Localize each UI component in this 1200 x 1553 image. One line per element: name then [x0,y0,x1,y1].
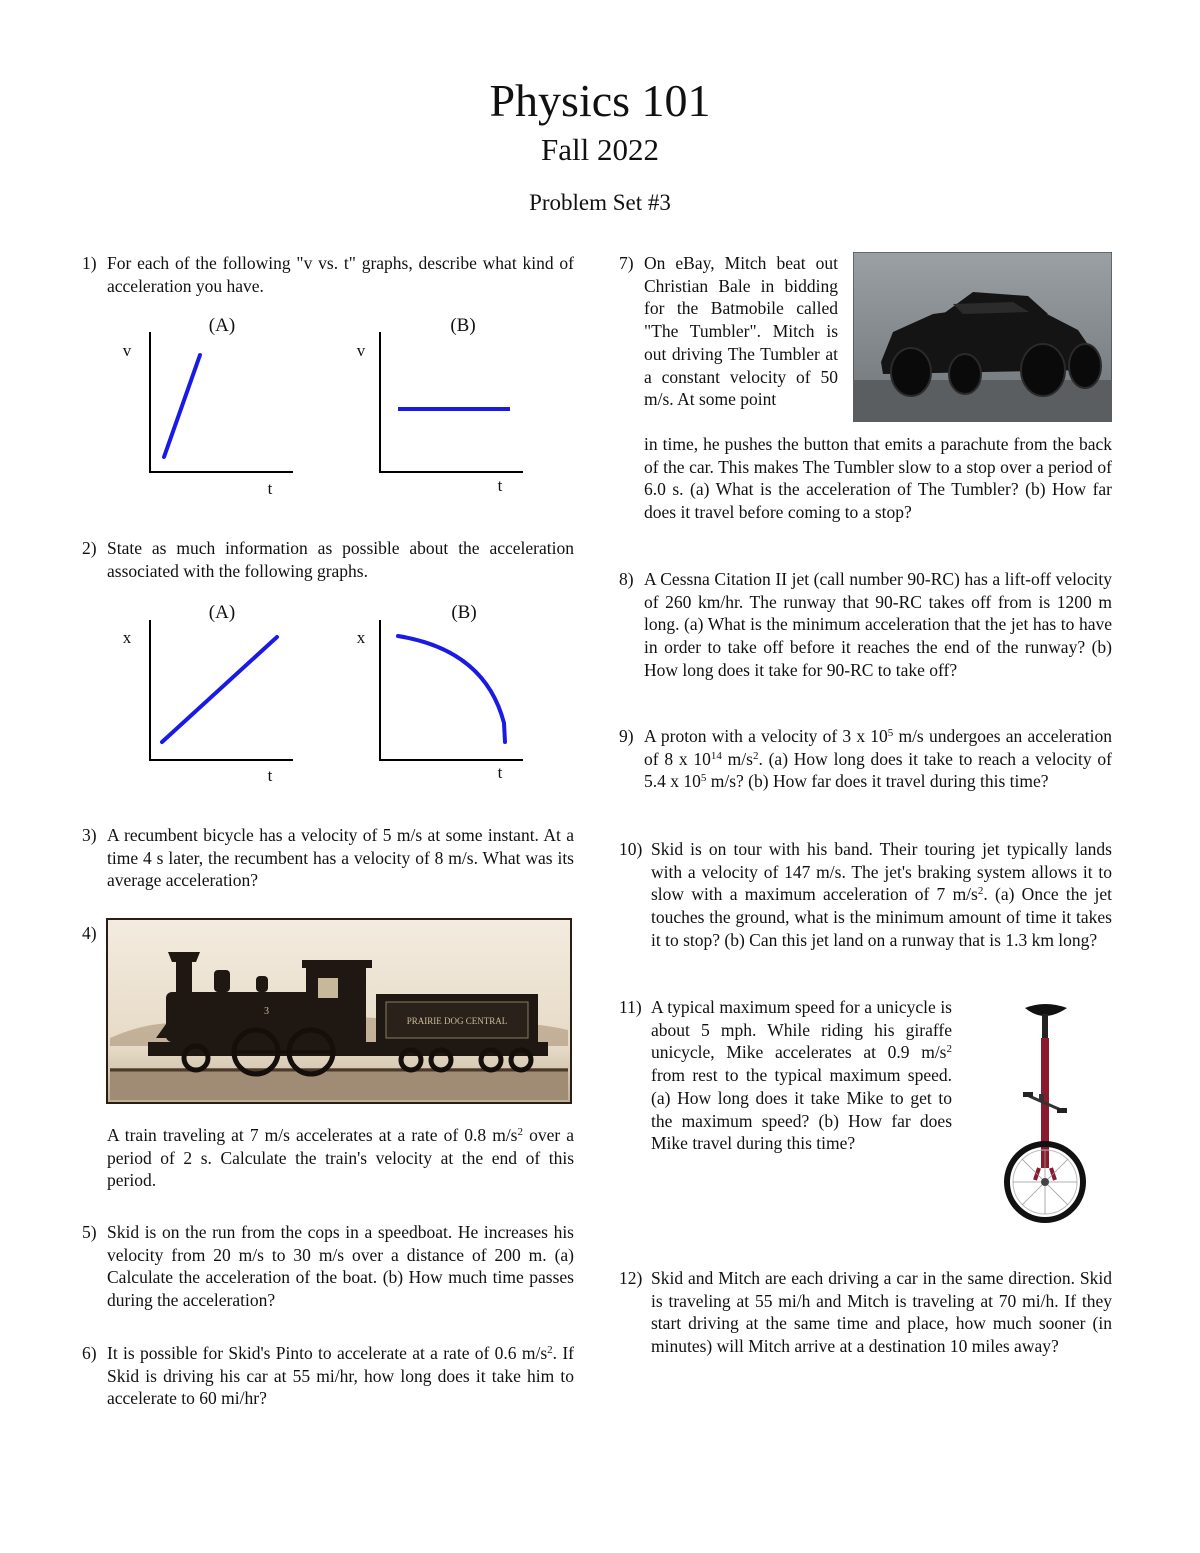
course-title: Physics 101 [489,75,711,126]
problem-text: m/s undergoes an acceleration of 8 x 10 [644,726,1112,769]
problem-text-cont: . (a) Once the jet touches the ground, what is the minimum amount of time it takes it to stop? (b) Can this jet land on a runway that is 1.3 km long? [651,884,1112,950]
problem-text-cont: over a period of 2 s. Calculate the train's velocity at the end of this period. [107,1125,574,1191]
problem-number: 9) [619,726,634,746]
problem-text: A Cessna Citation II jet (call number 90-RC) has a lift-off velocity of 260 km/hr. The runway that 90-RC takes off from is 1200 m long. (a) What is the minimum acceleration that the jet has to have in order to take off before it reaches the end of the runway? (b) How long does it take for 90-RC to take off? [644,569,1112,680]
tumbler-photo [853,252,1112,422]
problem-text: Skid is on tour with his band. Their touring jet typically lands with a velocity of 147 m/s. The jet's braking system allows it to slow with a maximum acceleration of 7 m/s [651,839,1112,905]
superscript: 5 [887,727,894,739]
graph-line [162,637,277,742]
problem-text: . (a) How long does it take to reach a velocity of 5.4 x 10 [644,748,1113,792]
problem-3 [82,824,574,892]
graph-label: (B) [450,315,476,336]
problem-set-title: Problem Set #3 [529,190,671,215]
problem-number: 4) [82,923,97,943]
problem-text-cont: in time, he pushes the button that emits a parachute from the back of the car. This makes The Tumbler slow to a stop over a period of 6.0 s. (a) What is the acceleration of The Tumbler? (b) How far does it travel before coming to a stop? [644,434,1112,523]
problem-text-cont: . If Skid is driving his car at 55 mi/hr, how long does it take him to accelerate to 60 mi/hr? [107,1343,575,1409]
problem-number: 2) [82,538,97,558]
problem-6 [82,1342,574,1410]
problem-number: 8) [619,569,634,589]
problem-number: 12) [619,1268,643,1288]
y-axis-label: v [356,341,366,360]
unicycle-photo [995,998,1095,1228]
superscript: 2 [977,885,984,898]
graph-line [164,355,200,457]
position-graph-b [340,598,540,788]
problem-12 [619,1267,1112,1358]
superscript: 5 [700,772,707,785]
tender-lettering: PRAIRIE DOG CENTRAL [406,1016,508,1026]
x-axis-label: t [497,476,503,495]
problem-5 [82,1221,574,1312]
x-axis-label: t [267,766,273,785]
position-graph-a [110,598,310,788]
problem-number: 3) [82,825,97,845]
term-label: Fall 2022 [541,132,659,167]
graph-label: (B) [451,602,477,623]
superscript: 2 [547,1344,553,1356]
problem-2 [82,537,574,582]
locomotive-number: 3 [264,1006,269,1017]
problem-text: It is possible for Skid's Pinto to accelerate at a rate of 0.6 m/s [107,1343,548,1363]
problem-number: 1) [82,253,97,273]
graph-line [398,636,505,742]
problem-text: For each of the following "v vs. t" graphs, describe what kind of acceleration you have. [107,253,574,296]
problem-7 [619,252,838,411]
problem-text: On eBay, Mitch beat out Christian Bale in bidding for the Batmobile called "The Tumbler". Mitch is out driving The Tumbler at a constant velocity of 50 m/s. At some point [644,253,838,410]
problem-10 [619,838,1112,952]
velocity-graph-b [340,310,540,500]
graph-label: (A) [208,315,236,336]
problem-number: 7) [619,253,634,273]
problem-1 [82,252,574,297]
problem-number: 6) [82,1343,97,1363]
problem-number: 5) [82,1222,97,1242]
problem-text: State as much information as possible about the acceleration associated with the following graphs. [107,538,574,581]
y-axis-label: x [122,628,132,647]
y-axis-label: v [122,341,132,360]
problem-9 [619,725,1112,793]
x-axis-label: t [267,479,273,498]
problem-4-text [107,1124,574,1192]
problem-11 [619,996,952,1155]
problem-text-cont: from rest to the typical maximum speed. (a) How long does it take Mike to get to the maximum speed? (b) How far does Mike travel during this time? [651,1065,952,1154]
problem-7-continued [644,433,1112,524]
problem-text: Skid is on the run from the cops in a speedboat. He increases his velocity from 20 m/s to 30 m/s over a distance of 200 m. (a) Calculate the acceleration of the boat. (b) How much time passes during the acceleration? [107,1222,574,1311]
x-axis-label: t [497,763,503,782]
graph-label: (A) [208,602,236,623]
superscript: 2 [517,1126,523,1138]
problem-text: A train traveling at 7 m/s accelerates at a rate of 0.8 m/s [107,1125,518,1145]
problem-text: A recumbent bicycle has a velocity of 5 m/s at some instant. At a time 4 s later, the recumbent has a velocity of 8 m/s. What was its average acceleration? [107,825,574,891]
y-axis-label: x [356,628,366,647]
superscript: 14 [710,749,722,762]
velocity-graph-a [110,310,310,500]
problem-text: m/s [721,748,753,769]
train-photo [106,918,572,1104]
problem-text: A typical maximum speed for a unicycle is about 5 mph. While riding his giraffe unicycle, Mike accelerates at 0.9 m/s [651,997,952,1063]
problem-text: m/s? (b) How far does it travel during this time? [706,771,1049,792]
problem-text: A proton with a velocity of 3 x 10 [644,726,888,746]
problem-text: Skid and Mitch are each driving a car in the same direction. Skid is traveling at 55 mi/h and Mitch is traveling at 70 mi/h. If they start driving at the same time and place, how much sooner (in minutes) will Mitch arrive at a destination 10 miles away? [651,1268,1112,1357]
problem-number: 10) [619,839,643,859]
superscript: 2 [946,1043,952,1056]
superscript: 2 [752,749,759,762]
problem-8 [619,568,1112,682]
problem-number: 11) [619,997,642,1017]
